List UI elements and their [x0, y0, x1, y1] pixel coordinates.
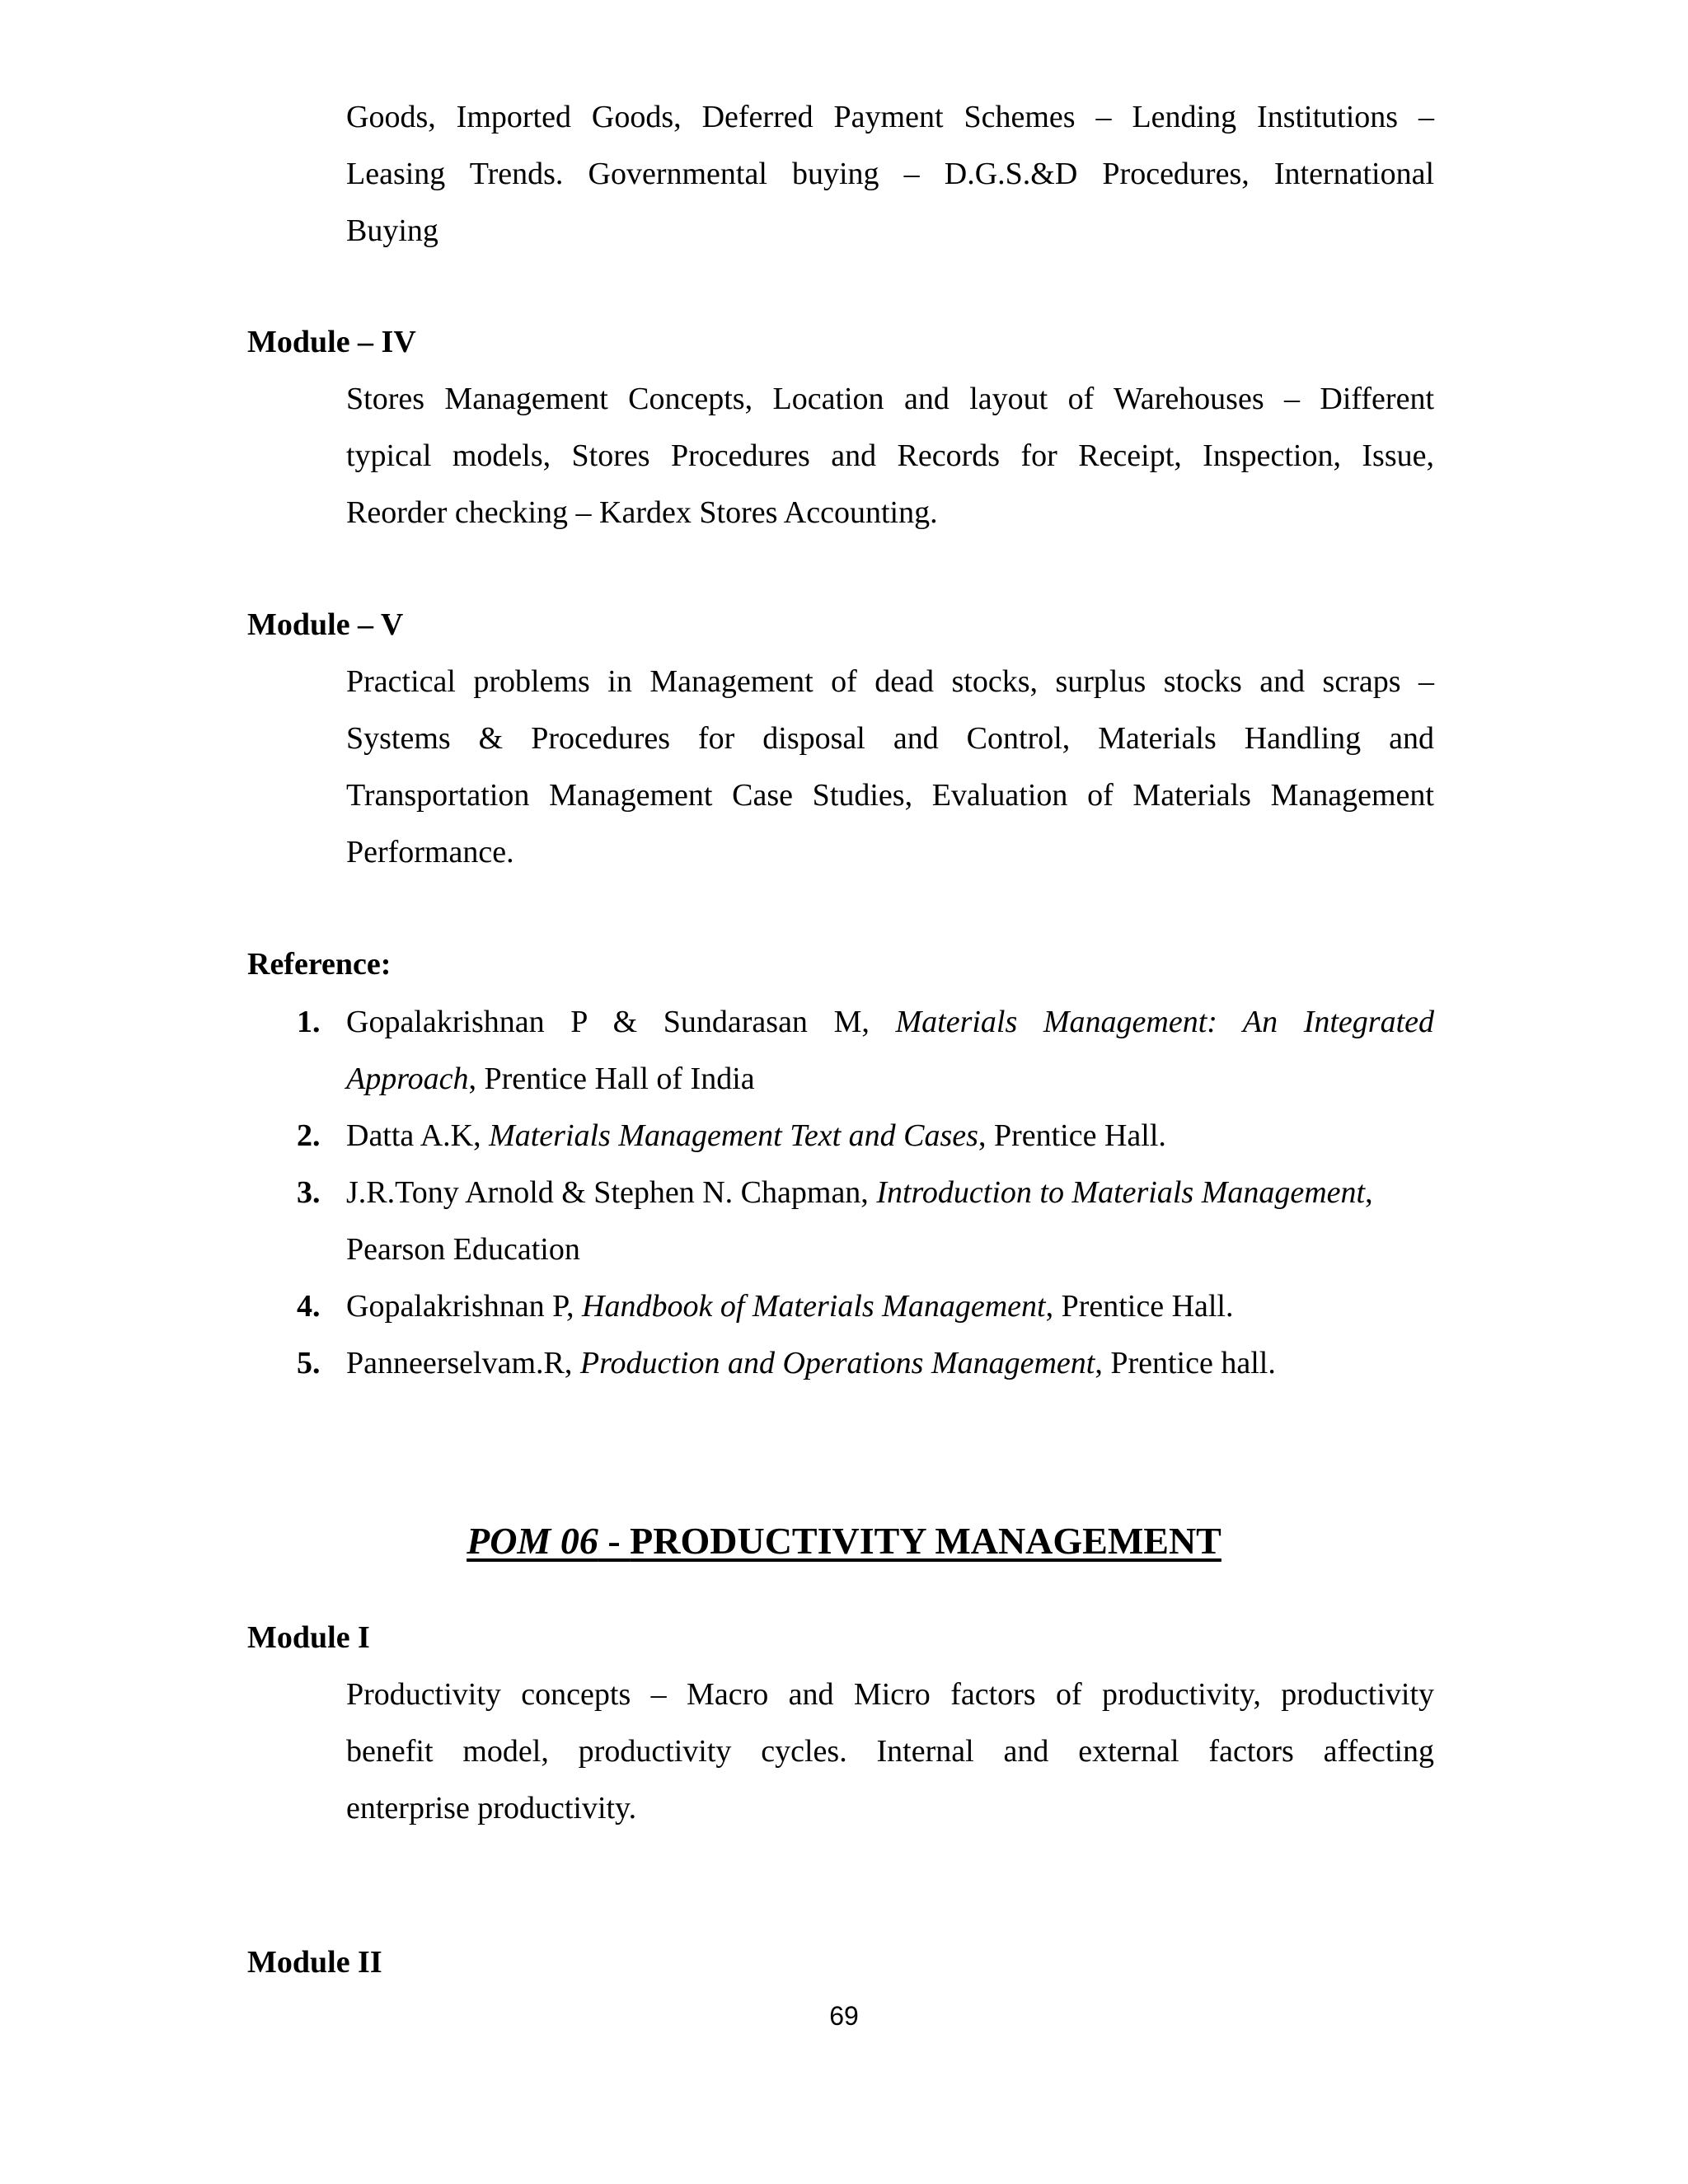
- reference-number: 2.: [297, 1118, 321, 1153]
- paragraph-line: typical models, Stores Procedures and Records for Receipt, Inspection, Issue,: [346, 438, 1434, 473]
- reference-publisher: , Prentice Hall of India: [468, 1062, 755, 1096]
- reference-author: Gopalakrishnan P,: [346, 1289, 583, 1324]
- module-iv-heading: Module – IV: [247, 325, 416, 359]
- reference-title: Materials Management Text and Cases: [489, 1118, 978, 1153]
- reference-line: Pearson Education: [346, 1232, 580, 1267]
- reference-line: [346, 1278, 1434, 1335]
- reference-line: [346, 1108, 1434, 1165]
- reference-heading: Reference:: [247, 947, 392, 982]
- reference-author: Datta A.K,: [346, 1118, 490, 1153]
- reference-title: Handbook of Materials Management: [582, 1289, 1046, 1324]
- paragraph-line: Practical problems in Management of dead stocks, surplus stocks and scraps –: [346, 664, 1434, 699]
- module-v-heading: Module – V: [247, 607, 404, 642]
- reference-number: 5.: [297, 1346, 321, 1380]
- reference-line: [346, 994, 1434, 1051]
- reference-publisher: , Prentice Hall.: [1045, 1289, 1234, 1324]
- module-i-paragraph: [346, 1666, 1434, 1837]
- paragraph-line: Leasing Trends. Governmental buying – D.G.S.&D Procedures, International: [346, 157, 1434, 191]
- paragraph-line: Systems & Procedures for disposal and Control, Materials Handling and: [346, 721, 1434, 756]
- paragraph-line: benefit model, productivity cycles. Internal and external factors affecting: [346, 1734, 1434, 1769]
- reference-item: [247, 1278, 1434, 1335]
- paragraph-line: Transportation Management Case Studies, Evaluation of Materials Management: [346, 778, 1434, 813]
- continued-paragraph: [346, 89, 1434, 260]
- paragraph-line: Stores Management Concepts, Location and layout of Warehouses – Different: [346, 382, 1434, 416]
- reference-title: Materials Management: An Integrated: [895, 1005, 1434, 1039]
- page-number: 69: [829, 2001, 859, 2031]
- paragraph-line: Buying: [346, 213, 438, 248]
- course-title: [0, 1516, 1688, 1566]
- reference-item: [247, 1335, 1434, 1392]
- reference-item: [247, 1165, 1434, 1278]
- reference-title: Approach: [346, 1062, 469, 1096]
- course-name: PRODUCTIVITY MANAGEMENT: [630, 1520, 1221, 1562]
- reference-item: [247, 994, 1434, 1108]
- paragraph-line: Goods, Imported Goods, Deferred Payment Schemes – Lending Institutions –: [346, 100, 1434, 134]
- paragraph-line: Productivity concepts – Macro and Micro factors of productivity, productivity: [346, 1677, 1434, 1712]
- reference-number: 4.: [297, 1289, 321, 1324]
- paragraph-line: enterprise productivity.: [346, 1791, 637, 1825]
- reference-line: [346, 1165, 1434, 1221]
- reference-item: [247, 1108, 1434, 1165]
- reference-title: Production and Operations Management: [579, 1346, 1095, 1380]
- reference-author: Panneerselvam.R,: [346, 1346, 580, 1380]
- course-code: POM 06: [467, 1520, 598, 1562]
- reference-list: [247, 994, 1434, 1392]
- reference-line: [346, 1051, 1434, 1108]
- module-ii-heading: Module II: [247, 1945, 382, 1980]
- reference-publisher: , Prentice hall.: [1095, 1346, 1276, 1380]
- reference-publisher: ,: [1365, 1175, 1373, 1210]
- paragraph-line: Reorder checking – Kardex Stores Accounting.: [346, 495, 938, 530]
- paragraph-line: Performance.: [346, 835, 514, 869]
- reference-publisher: , Prentice Hall.: [978, 1118, 1166, 1153]
- course-separator: -: [598, 1520, 631, 1562]
- reference-author: Gopalakrishnan P & Sundarasan M,: [346, 1005, 896, 1039]
- module-iv-paragraph: [346, 371, 1434, 541]
- reference-number: 1.: [297, 1005, 321, 1039]
- module-i-heading: Module I: [247, 1620, 370, 1655]
- reference-title: Introduction to Materials Management: [876, 1175, 1366, 1210]
- reference-author: J.R.Tony Arnold & Stephen N. Chapman,: [346, 1175, 877, 1210]
- reference-line: [346, 1335, 1434, 1392]
- reference-number: 3.: [297, 1175, 321, 1210]
- module-v-paragraph: [346, 654, 1434, 881]
